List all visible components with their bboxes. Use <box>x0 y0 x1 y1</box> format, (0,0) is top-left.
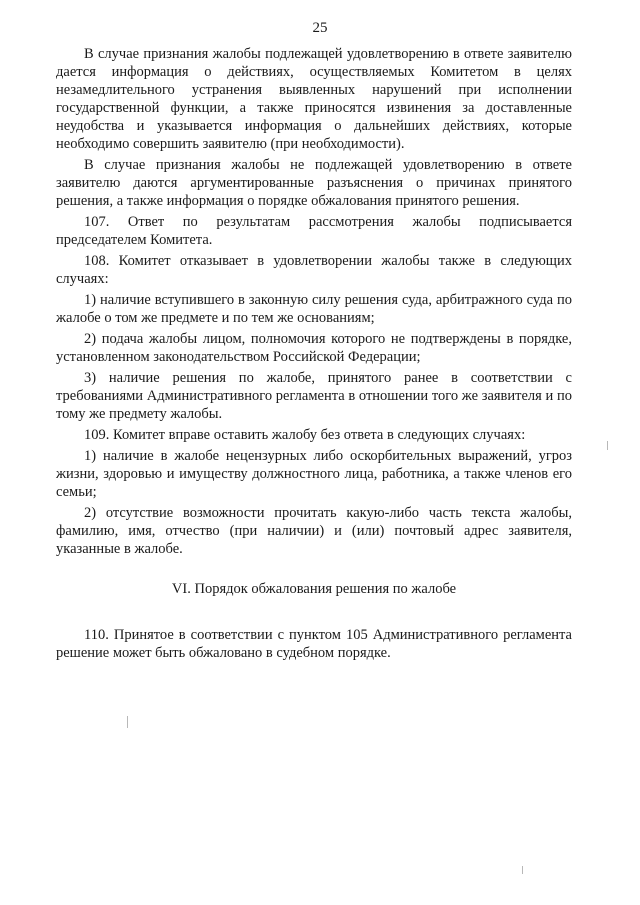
paragraph: 110. Принятое в соответствии с пунктом 105 Административного регламента решение может быть обжаловано в судебном порядке. <box>56 627 572 661</box>
paragraph: В случае признания жалобы не подлежащей удовлетворению в ответе заявителю даются аргументированные разъяснения о причинах принятого решения, а также информация о порядке обжалования принятого решения. <box>56 157 572 209</box>
paragraph: 3) наличие решения по жалобе, принятого ранее в соответствии с требованиями Административного регламента в отношении того же заявителя и по тому же предмету жалобы. <box>56 370 572 422</box>
scan-artifact <box>127 716 128 728</box>
page-number: 25 <box>312 20 328 36</box>
paragraph: 2) подача жалобы лицом, полномочия которого не подтверждены в порядке, установленном законодательством Российской Федерации; <box>56 331 572 365</box>
paragraph: 109. Комитет вправе оставить жалобу без ответа в следующих случаях: <box>84 427 526 443</box>
scan-artifact <box>607 441 608 450</box>
paragraph: 2) отсутствие возможности прочитать какую-либо часть текста жалобы, фамилию, имя, отчество (при наличии) и (или) почтовый адрес заявителя, указанные в жалобе. <box>56 505 572 557</box>
paragraph: 1) наличие в жалобе нецензурных либо оскорбительных выражений, угроз жизни, здоровью и имуществу должностного лица, работника, а также членов его семьи; <box>56 448 572 500</box>
document-body <box>56 45 572 665</box>
paragraph: В случае признания жалобы подлежащей удовлетворению в ответе заявителю дается информация о действиях, осуществляемых Комитетом в целях незамедлительного устранения выявленных нарушений при исполнении государственной функции, а также приносятся извинения за доставленные неудобства и указывается информация о дальнейших действиях, которые необходимо совершить заявителю (при необходимости). <box>56 46 572 152</box>
section-heading: VI. Порядок обжалования решения по жалобе <box>171 581 457 597</box>
paragraph: 1) наличие вступившего в законную силу решения суда, арбитражного суда по жалобе о том же предмете и по тем же основаниям; <box>56 292 572 326</box>
scan-artifact <box>522 866 523 874</box>
paragraph: 107. Ответ по результатам рассмотрения жалобы подписывается председателем Комитета. <box>56 214 572 248</box>
paragraph: 108. Комитет отказывает в удовлетворении жалобы также в следующих случаях: <box>56 253 572 287</box>
